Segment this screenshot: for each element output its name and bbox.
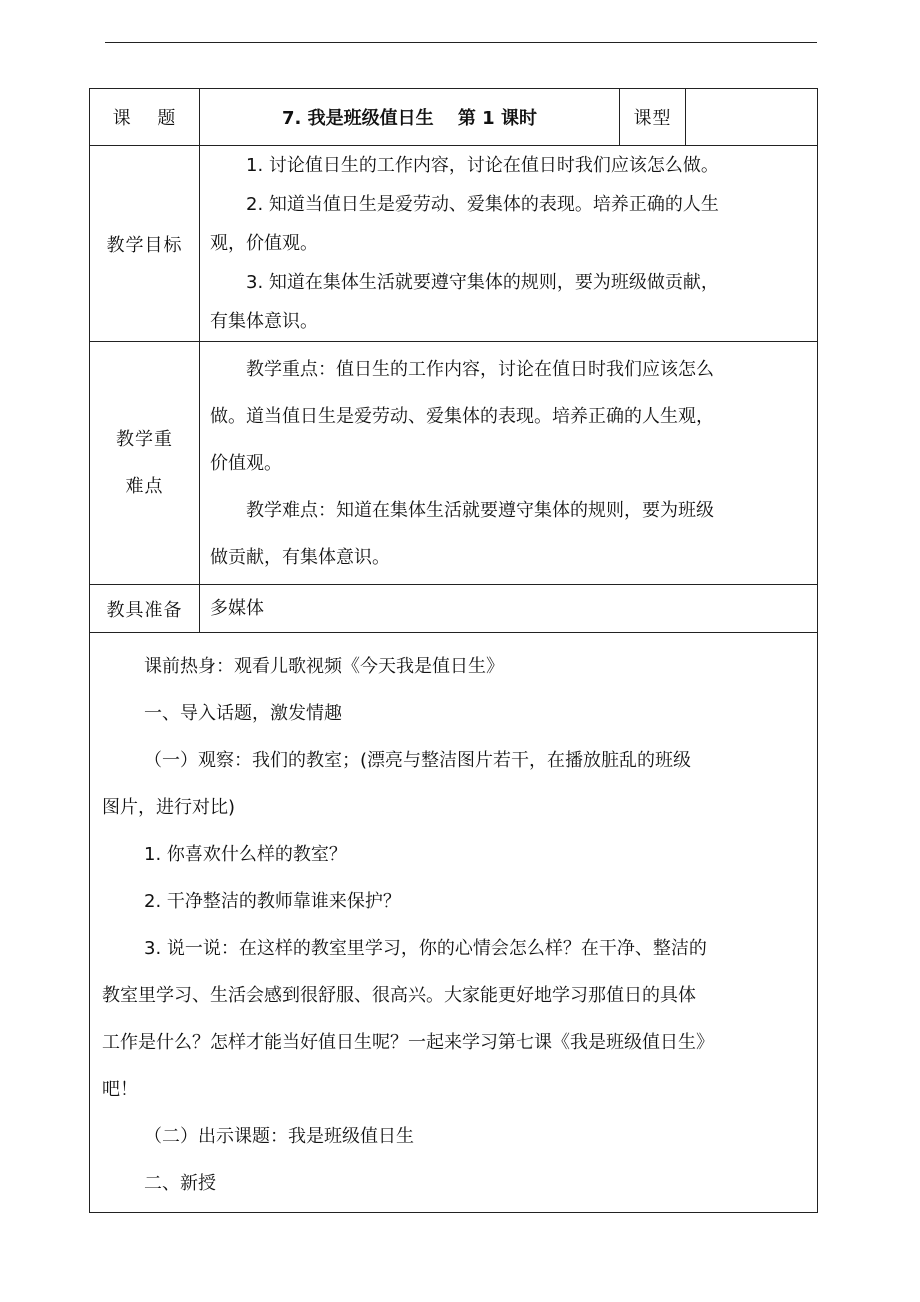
type-value	[686, 89, 818, 146]
process-line-4: 图片，进行对比)	[102, 797, 236, 818]
objectives-label: 教学目标	[90, 146, 200, 342]
objectives-content	[200, 146, 818, 342]
process-row	[90, 633, 818, 1213]
objectives-row	[90, 146, 818, 342]
materials-value-text: 多媒体	[210, 598, 264, 619]
lesson-plan-table	[89, 88, 818, 1213]
process-content	[90, 633, 818, 1213]
process-line-10: 吧！	[102, 1079, 138, 1100]
type-label: 课型	[620, 89, 686, 146]
key-point-line-5: 做贡献，有集体意识。	[210, 546, 390, 568]
title-label: 课 题	[90, 89, 200, 146]
key-points-label-line1: 教学重	[116, 429, 173, 450]
process-line-1: 课前热身：观看儿歌视频《今天我是值日生》	[144, 656, 504, 677]
process-line-8: 教室里学习、生活会感到很舒服、很高兴。大家能更好地学习那值日的具体	[102, 985, 696, 1006]
process-line-9: 工作是什么？怎样才能当好值日生呢？一起来学习第七课《我是班级值日生》	[102, 1032, 714, 1053]
materials-label: 教具准备	[90, 585, 200, 633]
objective-item-3: 3. 知道在集体生活就要遵守集体的规则，要为班级做贡献，	[246, 272, 719, 293]
objective-item-3-cont: 有集体意识。	[210, 311, 318, 332]
key-points-row	[90, 342, 818, 585]
materials-row	[90, 585, 818, 633]
process-line-3: （一）观察：我们的教室；(漂亮与整洁图片若干，在播放脏乱的班级	[144, 750, 692, 771]
process-line-2: 一、导入话题，激发情趣	[144, 703, 342, 724]
title-row	[90, 89, 818, 146]
process-line-5: 1. 你喜欢什么样的教室？	[144, 844, 347, 865]
key-points-content	[200, 342, 818, 585]
key-point-line-2: 做。道当值日生是爱劳动、爱集体的表现。培养正确的人生观，	[210, 405, 714, 427]
objective-item-1: 1. 讨论值日生的工作内容，讨论在值日时我们应该怎么做。	[246, 155, 719, 176]
lesson-title: 7. 我是班级值日生 第 1 课时	[200, 89, 620, 146]
process-line-7: 3. 说一说：在这样的教室里学习，你的心情会怎么样？在干净、整洁的	[144, 938, 707, 959]
materials-value	[200, 585, 818, 633]
key-point-line-1: 教学重点：值日生的工作内容，讨论在值日时我们应该怎么	[246, 358, 714, 380]
objective-item-2-cont: 观，价值观。	[210, 233, 318, 254]
key-points-label-line2: 难点	[125, 476, 164, 497]
process-line-12: 二、新授	[144, 1173, 216, 1194]
objective-item-2: 2. 知道当值日生是爱劳动、爱集体的表现。培养正确的人生	[246, 194, 719, 215]
key-point-line-3: 价值观。	[210, 452, 282, 474]
header-rule	[105, 42, 817, 43]
process-line-6: 2. 干净整洁的教师靠谁来保护？	[144, 891, 401, 912]
key-point-line-4: 教学难点：知道在集体生活就要遵守集体的规则，要为班级	[246, 499, 714, 521]
key-points-label	[90, 342, 200, 585]
process-line-11: （二）出示课题：我是班级值日生	[144, 1126, 414, 1147]
